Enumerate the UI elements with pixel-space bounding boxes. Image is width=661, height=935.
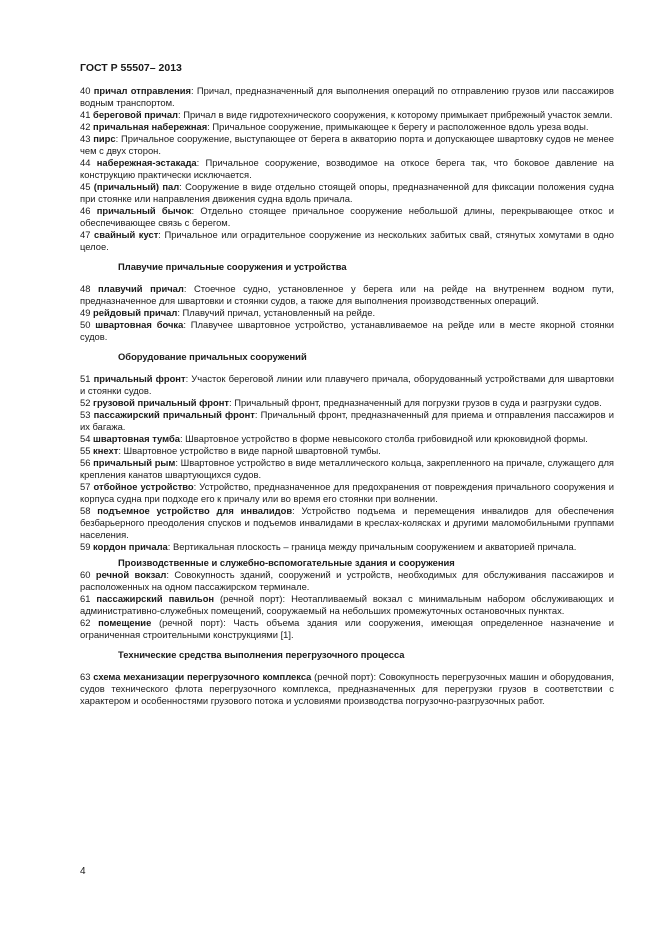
term-entry (80, 121, 614, 133)
entry-definition: : Участок береговой линии или плавучего причала, оборудованный устройствами для швартовки и стоянки судов. (80, 373, 614, 396)
entry-definition: : Совокупность зданий, сооружений и устройств, необходимых для обслуживания пассажиров и расположенных на одном пассажирском терминале. (80, 569, 615, 592)
entry-number: 62 (80, 617, 91, 628)
entry-term: швартовная тумба (93, 433, 180, 444)
entry-term: схема механизации перегрузочного комплекса (93, 671, 312, 682)
entry-definition: : Отдельно стоящее причальное сооружение небольшой длины, перекрывающее откос и обеспечивающее связь с берегом. (80, 205, 614, 228)
entry-definition: : Причальный фронт, предназначенный для погрузки грузов в суда и разгрузки судов. (229, 397, 602, 408)
entry-definition: : Причал, предназначенный для выполнения операций по отправлению грузов или пассажиров водным транспортом. (80, 85, 614, 108)
term-entry (80, 319, 614, 343)
entry-number: 41 (80, 109, 91, 120)
entry-definition: : Сооружение в виде отдельно стоящей опоры, предназначенной для фиксации положения судна при стоянке или направления движения судна вдоль причала. (80, 181, 614, 204)
entry-number: 50 (80, 319, 91, 330)
entry-term: швартовная бочка (95, 319, 184, 330)
term-entry (80, 109, 614, 121)
entry-definition: : Причальный фронт, предназначенный для приема и отправления пассажиров и их багажа. (80, 409, 614, 432)
entry-definition: : Устройство подъема и перемещения инвалидов для обеспечения безбарьерного преодоления спусков и подъемов инвалидами в креслах-колясках и другими маломобильными группами населения. (80, 505, 615, 540)
entry-definition: : Стоечное судно, установленное у берега или на рейде на внутреннем водном пути, предназначенное для швартовки и стоянки судов, а также для выполнения производственных операций. (80, 283, 614, 306)
document-header: ГОСТ Р 55507– 2013 (80, 62, 182, 74)
entry-number: 46 (80, 205, 91, 216)
entry-number: 57 (80, 481, 91, 492)
term-entry (80, 593, 614, 617)
entry-number: 40 (80, 85, 91, 96)
entry-term: речной вокзал (95, 569, 167, 580)
entry-number: 51 (80, 373, 91, 384)
entry-definition: : Плавучее швартовное устройство, устанавливаемое на рейде или в месте якорной стоянки судов. (80, 319, 615, 342)
term-entry (80, 569, 614, 593)
term-entry (80, 283, 614, 307)
term-entry (80, 157, 614, 181)
term-entry (80, 445, 614, 457)
entry-number: 45 (80, 181, 91, 192)
term-entry (80, 671, 614, 707)
term-entry (80, 373, 614, 397)
entry-definition: : Причал в виде гидротехнического сооружения, к которому примыкает прибрежный участок земли. (178, 109, 613, 120)
section-heading: Плавучие причальные сооружения и устройства (118, 261, 347, 272)
entry-term: пассажирский павильон (96, 593, 215, 604)
entry-number: 60 (80, 569, 91, 580)
entry-term: пассажирский причальный фронт (93, 409, 255, 420)
term-entry (80, 133, 614, 157)
entry-definition: : Устройство, предназначенное для предохранения от повреждения причального сооружения и корпуса судна при подходе его к причалу или во время его стоянки при волнении. (80, 481, 615, 504)
entry-number: 48 (80, 283, 91, 294)
entry-term: причальный рым (93, 457, 176, 468)
entry-term: набережная-эстакада (96, 157, 197, 168)
term-entry (80, 433, 614, 445)
entry-term: береговой причал (93, 109, 178, 120)
entry-number: 63 (80, 671, 91, 682)
entry-number: 56 (80, 457, 91, 468)
entry-term: причальная набережная (93, 121, 208, 132)
entry-term: кнехт (93, 445, 119, 456)
section-heading: Производственные и служебно-вспомогательные здания и сооружения (118, 557, 455, 568)
term-entry (80, 505, 614, 541)
entry-term: причал отправления (93, 85, 192, 96)
entry-definition: (речной порт): Часть объема здания или сооружения, имеющая определенное назначение и ограниченная строительными конструкциями [1]. (80, 617, 614, 640)
entry-definition: : Швартовное устройство в виде металлического кольца, закрепленного на причале, служащего для крепления канатов швартующихся судов. (80, 457, 615, 480)
term-entry (80, 181, 614, 205)
section-heading: Оборудование причальных сооружений (118, 351, 307, 362)
entry-definition: (речной порт): Неотапливаемый вокзал с минимальным набором обслуживающих и административно-служебных помещений, сооружаемый на небольших промежуточных остановочных пунктах. (80, 593, 614, 616)
entry-number: 53 (80, 409, 91, 420)
entry-term: помещение (98, 617, 152, 628)
entry-number: 47 (80, 229, 91, 240)
term-entry (80, 617, 614, 641)
entry-number: 55 (80, 445, 91, 456)
entry-term: пирс (93, 133, 116, 144)
term-entry (80, 481, 614, 505)
entry-definition: : Причальное или оградительное сооружение из нескольких забитых свай, стянутых хомутами в одно целое. (80, 229, 614, 252)
entry-term: (причальный) пал (93, 181, 180, 192)
entry-definition: : Причальное сооружение, возводимое на откосе берега так, что боковое давление на конструкцию практически исключается. (80, 157, 614, 180)
entry-number: 49 (80, 307, 91, 318)
entry-term: кордон причала (93, 541, 168, 552)
term-entry (80, 229, 614, 253)
entry-number: 44 (80, 157, 91, 168)
term-entry (80, 85, 614, 109)
entry-term: грузовой причальный фронт (93, 397, 230, 408)
entry-term: причальный бычок (96, 205, 192, 216)
term-entry (80, 397, 614, 409)
entry-term: плавучий причал (97, 283, 184, 294)
term-entry (80, 205, 614, 229)
entry-number: 59 (80, 541, 91, 552)
entry-definition: : Швартовное устройство в виде парной швартовной тумбы. (118, 445, 381, 456)
term-entry (80, 541, 614, 553)
entry-term: подъемное устройство для инвалидов (97, 505, 293, 516)
entry-number: 52 (80, 397, 91, 408)
entry-definition: : Плавучий причал, установленный на рейде. (177, 307, 376, 318)
document-body (80, 85, 614, 707)
entry-definition: (речной порт): Совокупность перегрузочных машин и оборудования, судов технического флота перегрузочного комплекса, предназначенных для перегрузки грузов в соответствии с характером и особенностями грузового потока и условиями производства погрузочно-разгрузочных работ. (80, 671, 614, 706)
term-entry (80, 409, 614, 433)
entry-number: 61 (80, 593, 91, 604)
entry-number: 54 (80, 433, 91, 444)
section-heading: Технические средства выполнения перегрузочного процесса (118, 649, 405, 660)
entry-number: 58 (80, 505, 91, 516)
entry-term: отбойное устройство (93, 481, 194, 492)
entry-term: причальный фронт (93, 373, 186, 384)
entry-number: 42 (80, 121, 91, 132)
page-number: 4 (80, 866, 86, 877)
term-entry (80, 307, 614, 319)
entry-definition: : Швартовное устройство в форме невысокого столба грибовидной или крюковидной формы. (179, 433, 588, 444)
entry-number: 43 (80, 133, 91, 144)
term-entry (80, 457, 614, 481)
entry-term: свайный куст (94, 229, 159, 240)
entry-definition: : Причальное сооружение, примыкающее к берегу и расположенное вдоль уреза воды. (207, 121, 589, 132)
entry-term: рейдовый причал (93, 307, 178, 318)
entry-definition: : Причальное сооружение, выступающее от берега в акваторию порта и допускающее швартовку судов не менее чем с двух сторон. (80, 133, 614, 156)
entry-definition: : Вертикальная плоскость – граница между причальным сооружением и акваторией причала. (167, 541, 577, 552)
